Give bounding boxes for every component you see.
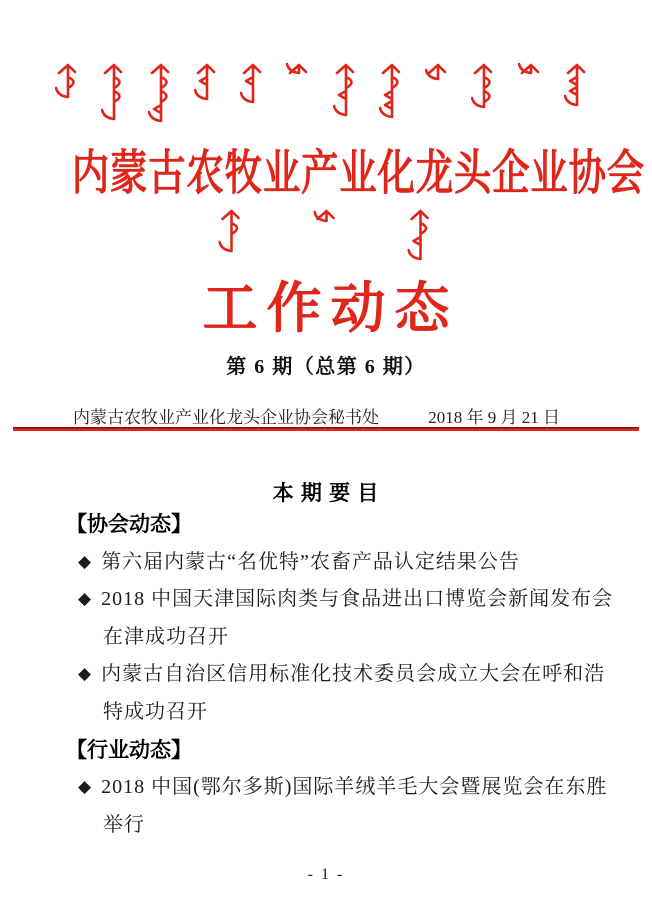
mongolian-script-word bbox=[286, 62, 312, 78]
toc-item-continuation: 特成功召开 bbox=[103, 700, 208, 723]
diamond-bullet-icon: ◆ bbox=[78, 551, 92, 571]
mongolian-script-word bbox=[408, 208, 434, 264]
diamond-bullet-icon: ◆ bbox=[78, 589, 92, 609]
toc-item-text: 2018 中国天津国际肉类与食品进出口博览会新闻发布会 bbox=[101, 588, 614, 611]
mongolian-script-banner-sub bbox=[219, 208, 434, 264]
mongolian-script-word bbox=[219, 208, 245, 256]
section-title-association: 【协会动态】 bbox=[66, 513, 192, 536]
mongolian-script-banner-top bbox=[55, 62, 590, 126]
organization-title: 内蒙古农牧业产业化龙头企业协会 bbox=[71, 147, 646, 200]
diamond-bullet-icon: ◆ bbox=[78, 777, 92, 797]
mongolian-script-word bbox=[55, 62, 81, 102]
mongolian-script-word bbox=[379, 62, 405, 122]
section-title-industry: 【行业动态】 bbox=[66, 738, 192, 762]
header-rule bbox=[13, 427, 639, 431]
toc-list bbox=[66, 506, 614, 844]
mongolian-script-word bbox=[471, 62, 497, 112]
toc-item bbox=[66, 769, 608, 807]
mongolian-script-word bbox=[518, 62, 544, 78]
toc-item bbox=[66, 581, 614, 619]
publish-date: 2018 年 9 月 21 日 bbox=[428, 408, 560, 427]
mongolian-script-word bbox=[101, 62, 127, 124]
toc-heading: 本 期 要 目 bbox=[272, 481, 380, 505]
toc-item bbox=[66, 544, 601, 582]
mongolian-script-word bbox=[240, 62, 266, 107]
bulletin-title: 工作动态 bbox=[202, 278, 459, 339]
mongolian-script-word bbox=[194, 62, 220, 104]
mongolian-script-word bbox=[564, 62, 590, 110]
mongolian-script-word bbox=[313, 208, 339, 226]
publisher-line bbox=[73, 403, 560, 428]
mongolian-script-word bbox=[425, 62, 451, 84]
issue-number: 第 6 期（总第 6 期） bbox=[226, 356, 426, 378]
page-number: - 1 - bbox=[307, 866, 345, 883]
toc-item-text: 第六届内蒙古“名优特”农畜产品认定结果公告 bbox=[101, 550, 520, 573]
toc-item-text: 2018 中国(鄂尔多斯)国际羊绒羊毛大会暨展览会在东胜 bbox=[101, 776, 608, 799]
toc-item-text: 内蒙古自治区信用标准化技术委员会成立大会在呼和浩 bbox=[101, 663, 606, 686]
diamond-bullet-icon: ◆ bbox=[78, 664, 92, 684]
publisher-name: 内蒙古农牧业产业化龙头企业协会秘书处 bbox=[73, 408, 379, 427]
toc-item-continuation: 举行 bbox=[103, 813, 145, 836]
mongolian-script-word bbox=[148, 62, 174, 126]
mongolian-script-word bbox=[333, 62, 359, 120]
toc-item-continuation: 在津成功召开 bbox=[103, 625, 229, 648]
toc-item bbox=[66, 656, 606, 694]
